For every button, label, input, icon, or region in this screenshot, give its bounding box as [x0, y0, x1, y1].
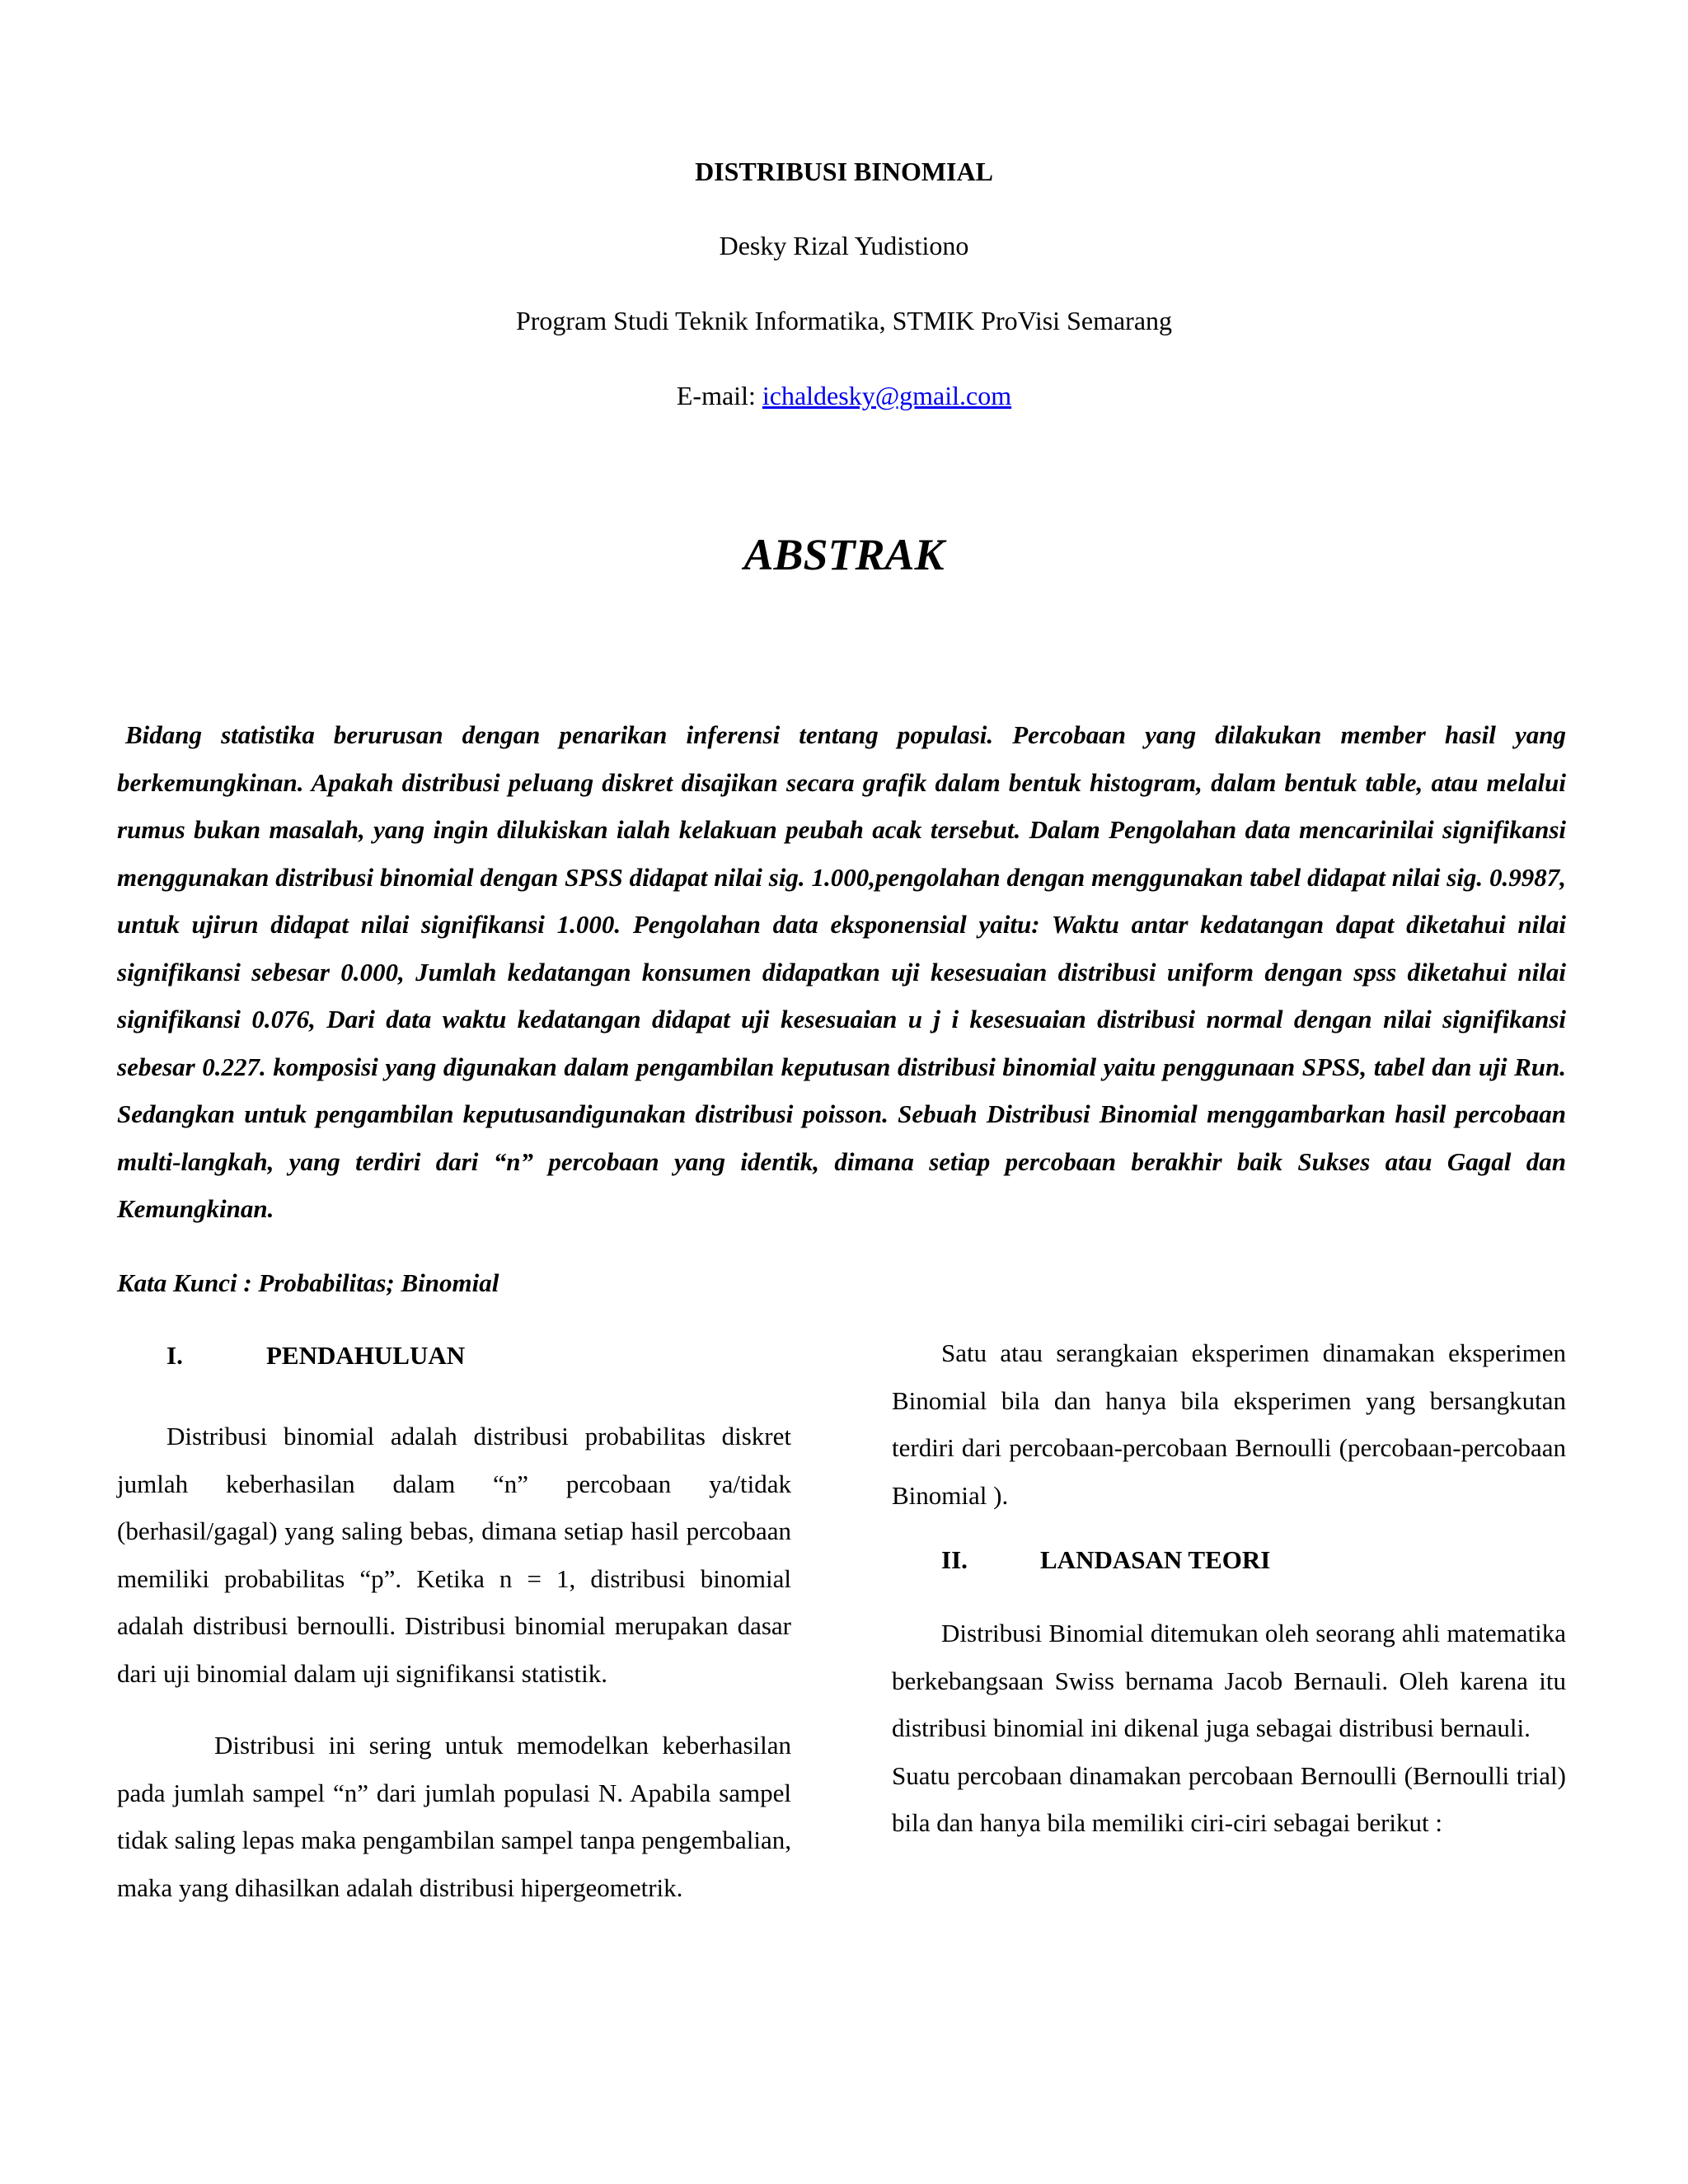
right-column	[892, 1339, 1566, 1847]
email-label: E-mail:	[676, 381, 762, 410]
abstract-heading: ABSTRAK	[743, 530, 945, 579]
paragraph: Distribusi binomial adalah distribusi probabilitas diskret jumlah keberhasilan dalam “n” percobaan ya/tidak (berhasil/gagal) yang saling bebas, dimana setiap hasil percobaan memiliki probabilitas “p”. Ketika n = 1, distribusi binomial adalah distribusi bernoulli. Distribusi binomial merupakan dasar dari uji binomial dalam uji signifikansi statistik.	[117, 1422, 791, 1688]
left-column	[117, 1339, 791, 1911]
paper-title: DISTRIBUSI BINOMIAL	[695, 157, 993, 186]
section-number: II.	[941, 1545, 968, 1574]
section-title: LANDASAN TEORI	[1040, 1545, 1271, 1574]
author-affiliation: Program Studi Teknik Informatika, STMIK ProVisi Semarang	[515, 306, 1173, 335]
author-name: Desky Rizal Yudistiono	[719, 231, 969, 260]
paragraph: Suatu percobaan dinamakan percobaan Bernoulli (Bernoulli trial) bila dan hanya bila memiliki ciri-ciri sebagai berikut :	[892, 1760, 1566, 1837]
paragraph: Distribusi Binomial ditemukan oleh seorang ahli matematika berkebangsaan Swiss bernama Jacob Bernauli. Oleh karena itu distribusi binomial ini dikenal juga sebagai distribusi bernauli.	[892, 1619, 1566, 1742]
section-heading-landasan-teori	[892, 1544, 1566, 1577]
abstract-text: Bidang statistika berurusan dengan penarikan inferensi tentang populasi. Percobaan yang dilakukan member hasil yang berkemungkinan. Apakah distribusi peluang diskret disajikan secara grafik dalam bentuk histogram, dalam bentuk table, atau melalui rumus bukan masalah, yang ingin dilukiskan ialah kelakuan peubah acak tersebut. Dalam Pengolahan data mencarinilai signifikansi menggunakan distribusi binomial dengan SPSS didapat nilai sig. 1.000,pengolahan dengan menggunakan tabel didapat nilai sig. 0.9987, untuk ujirun didapat nilai signifikansi 1.000. Pengolahan data eksponensial yaitu: Waktu antar kedatangan dapat diketahui nilai signifikansi sebesar 0.000, Jumlah kedatangan konsumen didapatkan uji kesesuaian distribusi uniform dengan spss diketahui nilai signifikansi 0.076, Dari data waktu kedatangan didapat uji kesesuaian u j i kesesuaian distribusi normal dengan nilai signifikansi sebesar 0.227. komposisi yang digunakan dalam pengambilan keputusan distribusi binomial yaitu penggunaan SPSS, tabel dan uji Run. Sedangkan untuk pengambilan keputusandigunakan distribusi poisson. Sebuah Distribusi Binomial menggambarkan hasil percobaan multi-langkah, yang terdiri dari “n” percobaan yang identik, dimana setiap percobaan berakhir baik Sukses atau Gagal dan Kemungkinan.	[117, 720, 1566, 1223]
abstract-body	[117, 711, 1566, 1233]
paragraph: Distribusi ini sering untuk memodelkan keberhasilan pada jumlah sampel “n” dari jumlah populasi N. Apabila sampel tidak saling lepas maka pengambilan sampel tanpa pengembalian, maka yang dihasilkan adalah distribusi hipergeometrik.	[117, 1731, 791, 1902]
section-heading-pendahuluan	[117, 1339, 791, 1372]
keywords: Kata Kunci : Probabilitas; Binomial	[117, 1268, 499, 1297]
author-email	[0, 379, 1688, 412]
section-number: I.	[166, 1341, 183, 1370]
email-link[interactable]: ichaldesky@gmail.com	[762, 381, 1012, 410]
section-title: PENDAHULUAN	[266, 1341, 466, 1370]
paragraph: Satu atau serangkaian eksperimen dinamakan eksperimen Binomial bila dan hanya bila eksperimen yang bersangkutan terdiri dari percobaan-percobaan Bernoulli (percobaan-percobaan Binomial ).	[892, 1338, 1566, 1510]
